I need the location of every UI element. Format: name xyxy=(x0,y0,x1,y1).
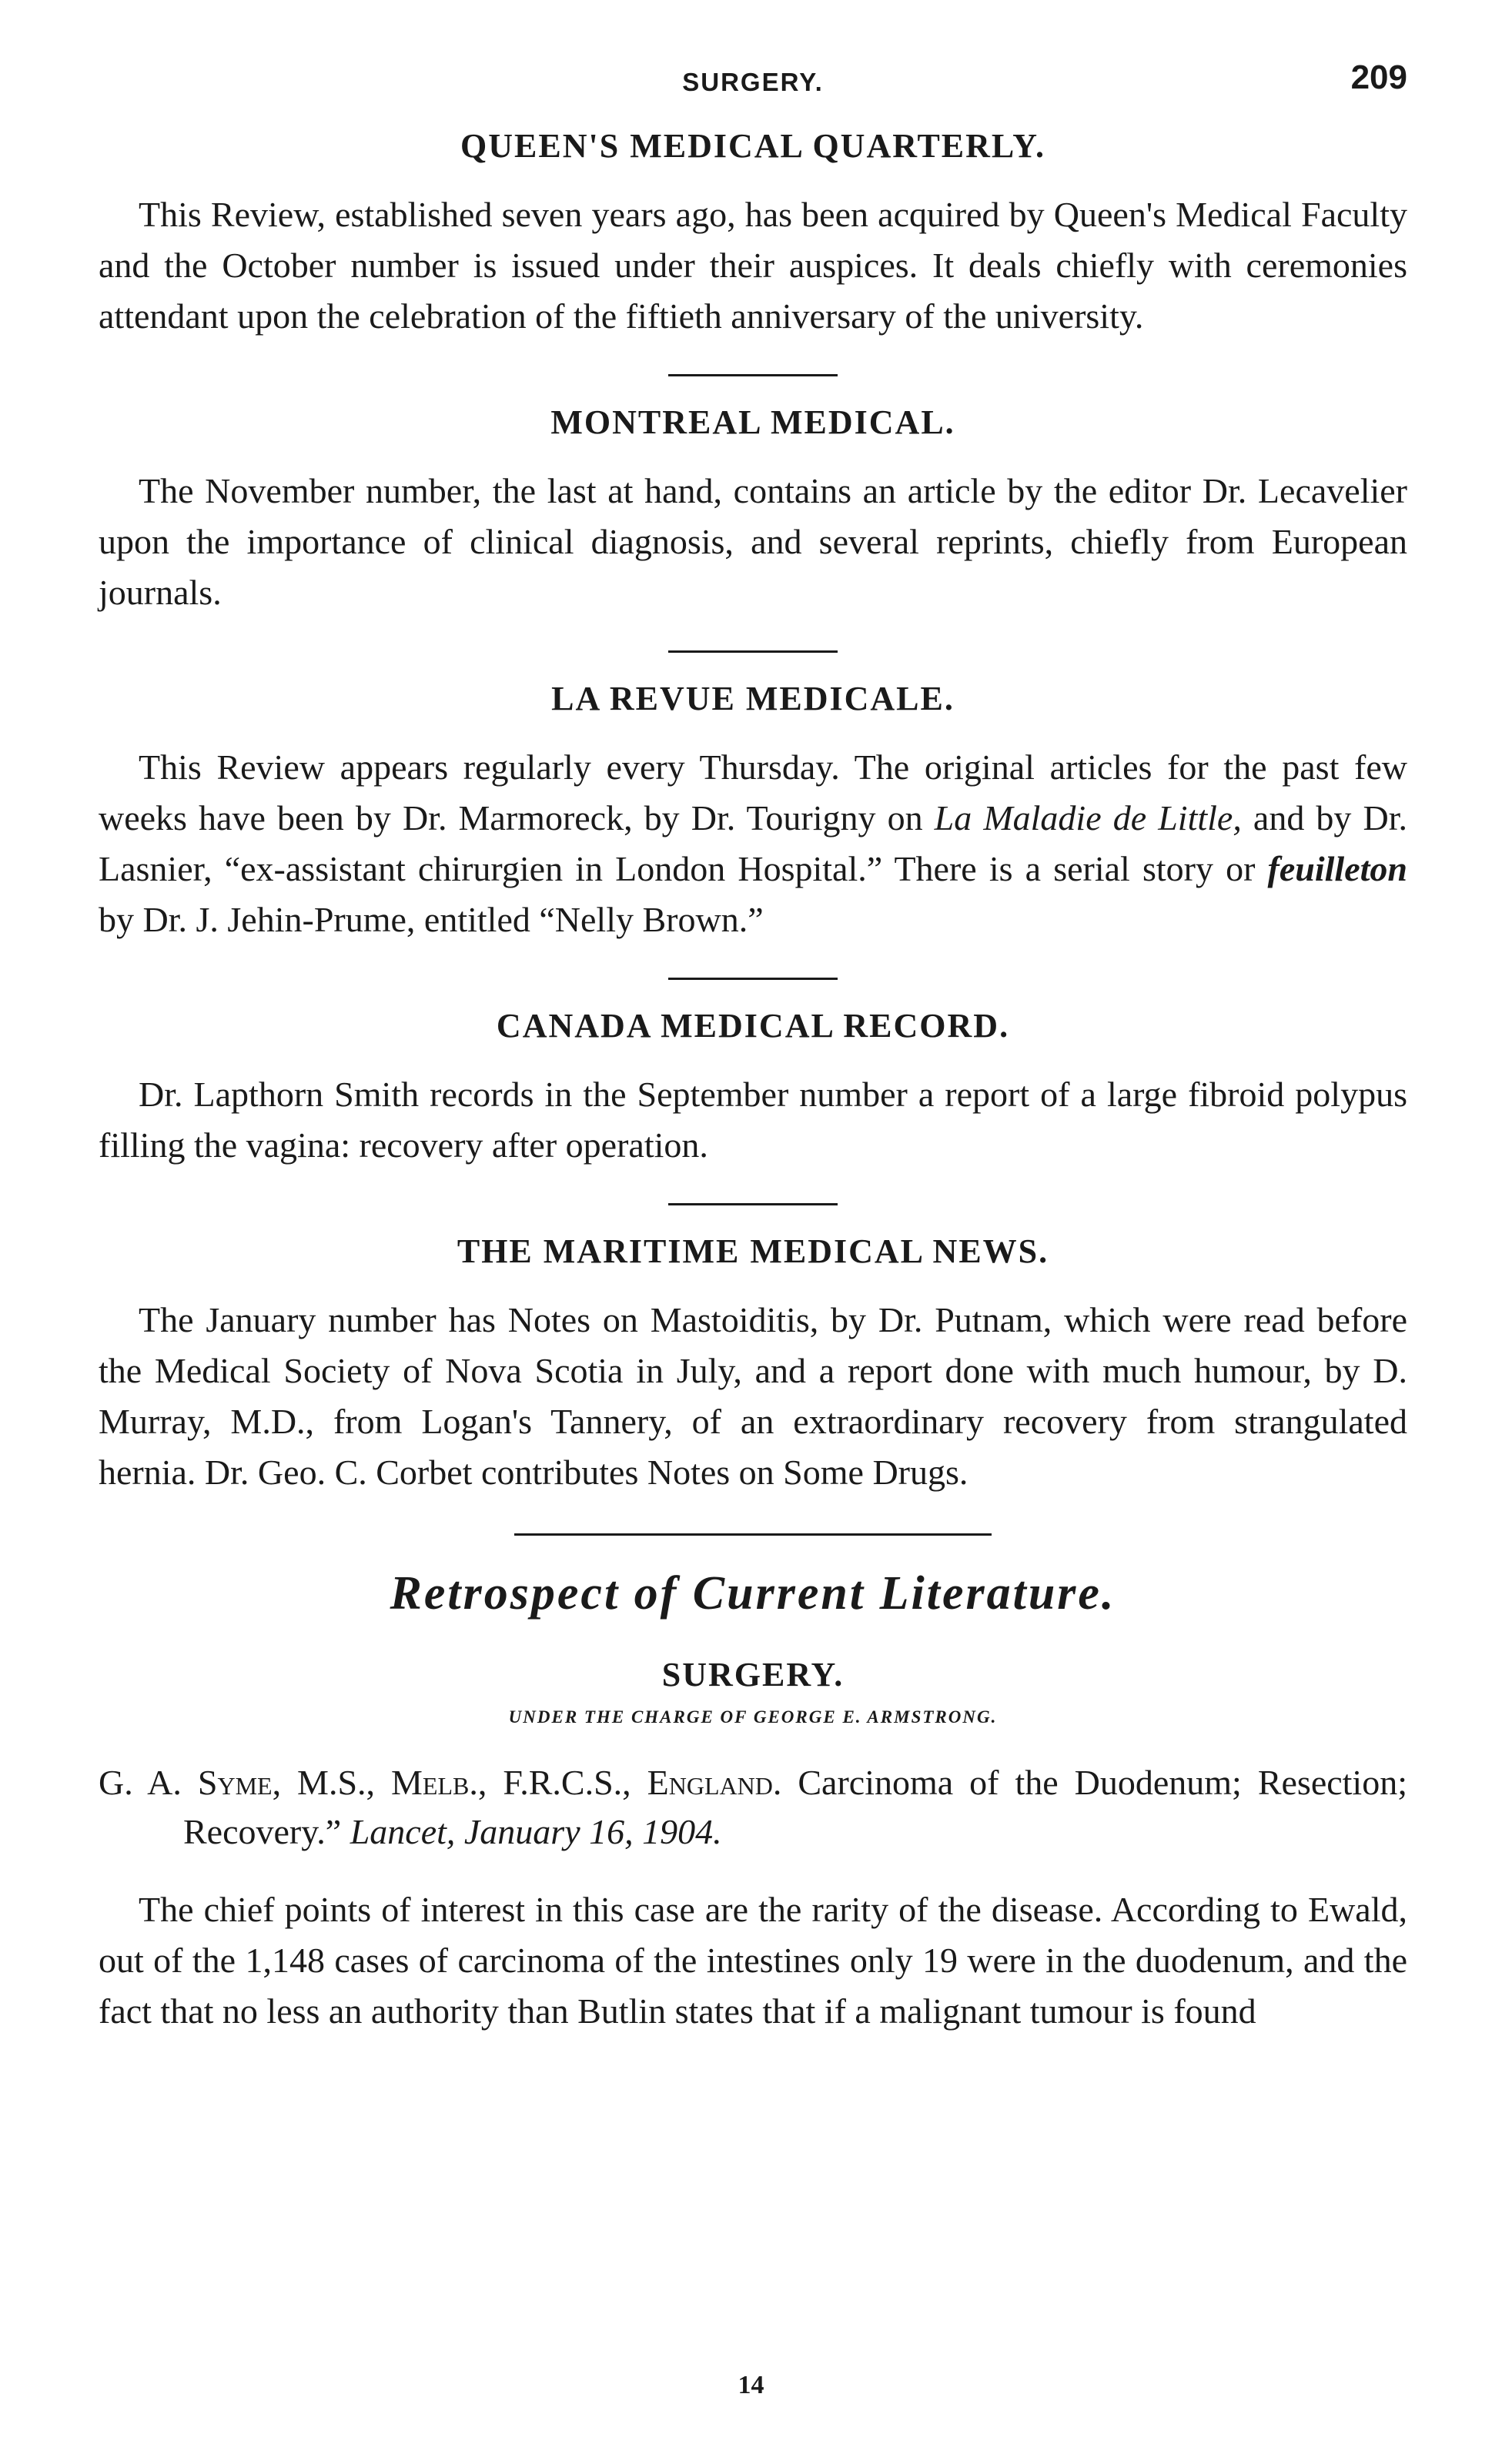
section-divider xyxy=(668,1203,838,1205)
section-text-maritime: The January number has Notes on Mastoiditis, by Dr. Putnam, which were read before the Medical Society of Nova Scotia in July, and a report done with much humour, by D. Murray, M.D., from Logan's Tannery, of an extraordinary recovery from strangulated hernia. Dr. Geo. C. Corbet contributes Notes on Some Drugs. xyxy=(99,1300,1407,1492)
section-heading-maritime: THE MARITIME MEDICAL NEWS. xyxy=(457,1232,1049,1270)
section-text-queens: This Review, established seven years ago, has been acquired by Queen's Medical Faculty and the October number is issued under their auspices. It deals chiefly with ceremonies attendant upon the celebration of the fiftieth anniversary of the university. xyxy=(99,195,1407,336)
section-heading-montreal: MONTREAL MEDICAL. xyxy=(550,403,955,441)
revue-italic-1: La Maladie de Little, xyxy=(934,798,1242,837)
citation xyxy=(99,1758,1407,1857)
section-divider xyxy=(668,650,838,653)
major-divider xyxy=(514,1533,992,1536)
running-head xyxy=(99,54,1407,123)
section-text-canada: Dr. Lapthorn Smith records in the September number a report of a large fibroid polypus filling the vagina: recovery after operation. xyxy=(99,1075,1407,1165)
citation-journal: Lancet, January 16, 1904. xyxy=(350,1812,722,1851)
revue-italic-2: feuilleton xyxy=(1267,849,1407,888)
section-heading-queens: QUEEN'S MEDICAL QUARTERLY. xyxy=(460,127,1045,165)
retrospect-title: Retrospect of Current Literature. xyxy=(390,1567,1116,1620)
charge-line: UNDER THE CHARGE OF GEORGE E. ARMSTRONG. xyxy=(508,1707,998,1727)
section-heading-canada: CANADA MEDICAL RECORD. xyxy=(496,1007,1010,1045)
revue-text-1: This Review appears regularly every Thursday. The original articles for the past few weeks have been by Dr. Marmoreck, by Dr. Tourigny on xyxy=(99,747,1407,837)
citation-title: Carcinoma of the Duodenum; Resection; Recovery.” xyxy=(183,1763,1407,1851)
retrospect-body: The chief points of interest in this case are the rarity of the disease. According to Ewald, out of the 1,148 cases of carcinoma of the intestines only 19 were in the duodenum, and the fact that no less an authority than Butlin states that if a malignant tumour is found xyxy=(99,1890,1407,2031)
section-text-montreal: The November number, the last at hand, contains an article by the editor Dr. Lecavelier upon the importance of clinical diagnosis, and several reprints, chiefly from European journals. xyxy=(99,471,1407,612)
page-number: 209 xyxy=(1350,59,1407,96)
revue-text-3: by Dr. J. Jehin-Prume, entitled “Nelly Brown.” xyxy=(99,900,764,939)
section-text-revue xyxy=(99,742,1407,945)
section-divider xyxy=(668,978,838,980)
section-divider xyxy=(668,374,838,376)
citation-author: G. A. Syme, M.S., Melb., F.R.C.S., England. xyxy=(99,1763,782,1802)
running-title: SURGERY. xyxy=(682,68,824,96)
section-heading-revue: LA REVUE MEDICALE. xyxy=(551,680,955,717)
subject-heading: SURGERY. xyxy=(661,1656,845,1693)
signature-mark: 14 xyxy=(738,2371,764,2399)
page xyxy=(99,54,1407,2037)
revue-text-2: and by Dr. Lasnier, “ex-assistant chirurgien in London Hospital.” There is a serial story or xyxy=(99,798,1408,888)
